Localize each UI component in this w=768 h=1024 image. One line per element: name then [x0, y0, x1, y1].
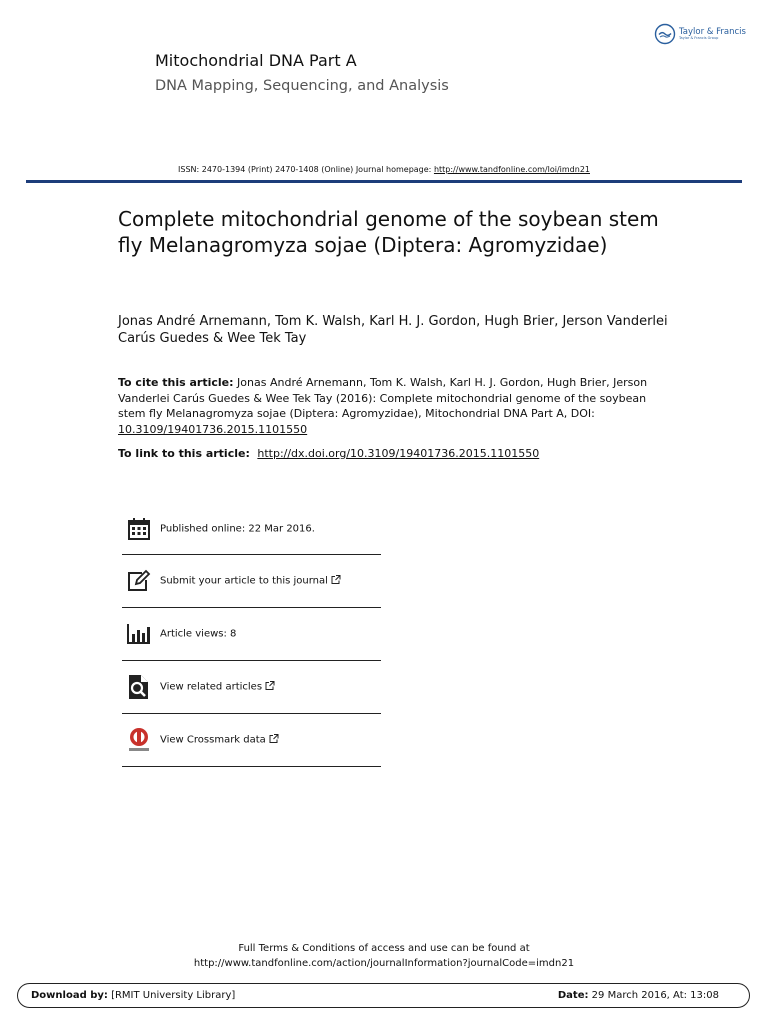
- article-authors: Jonas André Arnemann, Tom K. Walsh, Karl H. J. Gordon, Hugh Brier, Jerson Vanderlei Carús Guedes & Wee Tek Tay: [118, 314, 668, 346]
- publisher-name: Taylor & Francis: [679, 26, 746, 37]
- submit-article-link[interactable]: [160, 575, 341, 588]
- related-articles-link[interactable]: [160, 681, 275, 694]
- date-label: Date:: [557, 990, 589, 1001]
- download-info: [31, 990, 235, 1001]
- article-views-row: [122, 608, 381, 661]
- header-divider: [26, 180, 742, 183]
- search-document-icon: [126, 674, 152, 700]
- issn-text: ISSN: 2470-1394 (Print) 2470-1408 (Online) Journal homepage:: [178, 165, 432, 174]
- related-articles-label: View related articles: [160, 681, 263, 693]
- citation-text: Jonas André Arnemann, Tom K. Walsh, Karl H. J. Gordon, Hugh Brier, Jerson Vanderlei Carús Guedes & Wee Tek Tay (2016): Complete mitochondrial genome of the soybean stem fly Melanagromyza sojae (Diptera: Agromyzidae), Mitochondrial DNA Part A, DOI:: [118, 376, 648, 420]
- related-articles-row[interactable]: [122, 661, 381, 714]
- date-value: 29 March 2016, At: 13:08: [591, 990, 719, 1001]
- submit-article-label: Submit your article to this journal: [160, 575, 328, 587]
- article-title: Complete mitochondrial genome of the soybean stem fly Melanagromyza sojae (Diptera: Agromyzidae): [118, 207, 659, 257]
- citation-block: [118, 375, 663, 437]
- calendar-icon: [126, 516, 152, 542]
- crossmark-row[interactable]: [122, 714, 381, 767]
- edit-icon: [126, 568, 152, 594]
- external-link-icon: [331, 575, 341, 588]
- publisher-group: Taylor & Francis Group: [679, 36, 719, 40]
- external-link-icon: [269, 734, 279, 747]
- article-info-list: [122, 503, 381, 767]
- taylor-francis-logo-icon: [654, 23, 676, 45]
- citation-label: To cite this article:: [118, 376, 234, 389]
- download-date: [558, 990, 719, 1001]
- crossmark-label: View Crossmark data: [160, 734, 266, 746]
- link-label: To link to this article:: [118, 447, 250, 460]
- publisher-logo[interactable]: [654, 23, 746, 45]
- download-value: [RMIT University Library]: [111, 990, 236, 1001]
- article-link-block: [118, 446, 678, 461]
- published-online-row: [122, 503, 381, 555]
- article-views-text: Article views: 8: [160, 628, 237, 640]
- external-link-icon: [265, 681, 275, 694]
- download-label: Download by:: [31, 990, 108, 1001]
- journal-homepage-link[interactable]: http://www.tandfonline.com/loi/imdn21: [433, 165, 590, 174]
- terms-line-1: Full Terms & Conditions of access and use can be found at: [238, 943, 530, 954]
- crossmark-icon: [126, 727, 152, 753]
- citation-doi-link[interactable]: 10.3109/19401736.2015.1101550: [118, 422, 308, 436]
- submit-article-row[interactable]: [122, 555, 381, 608]
- terms-url[interactable]: http://www.tandfonline.com/action/journalInformation?journalCode=imdn21: [193, 958, 575, 969]
- terms-notice: [0, 941, 768, 971]
- article-doi-link[interactable]: http://dx.doi.org/10.3109/19401736.2015.1101550: [257, 447, 540, 460]
- crossmark-link[interactable]: [160, 734, 279, 747]
- bar-chart-icon: [126, 621, 152, 647]
- published-online-text: Published online: 22 Mar 2016.: [160, 523, 315, 534]
- journal-subtitle: DNA Mapping, Sequencing, and Analysis: [155, 78, 449, 94]
- download-footer: [17, 983, 750, 1008]
- journal-title: Mitochondrial DNA Part A: [155, 51, 357, 70]
- issn-line: [0, 165, 768, 174]
